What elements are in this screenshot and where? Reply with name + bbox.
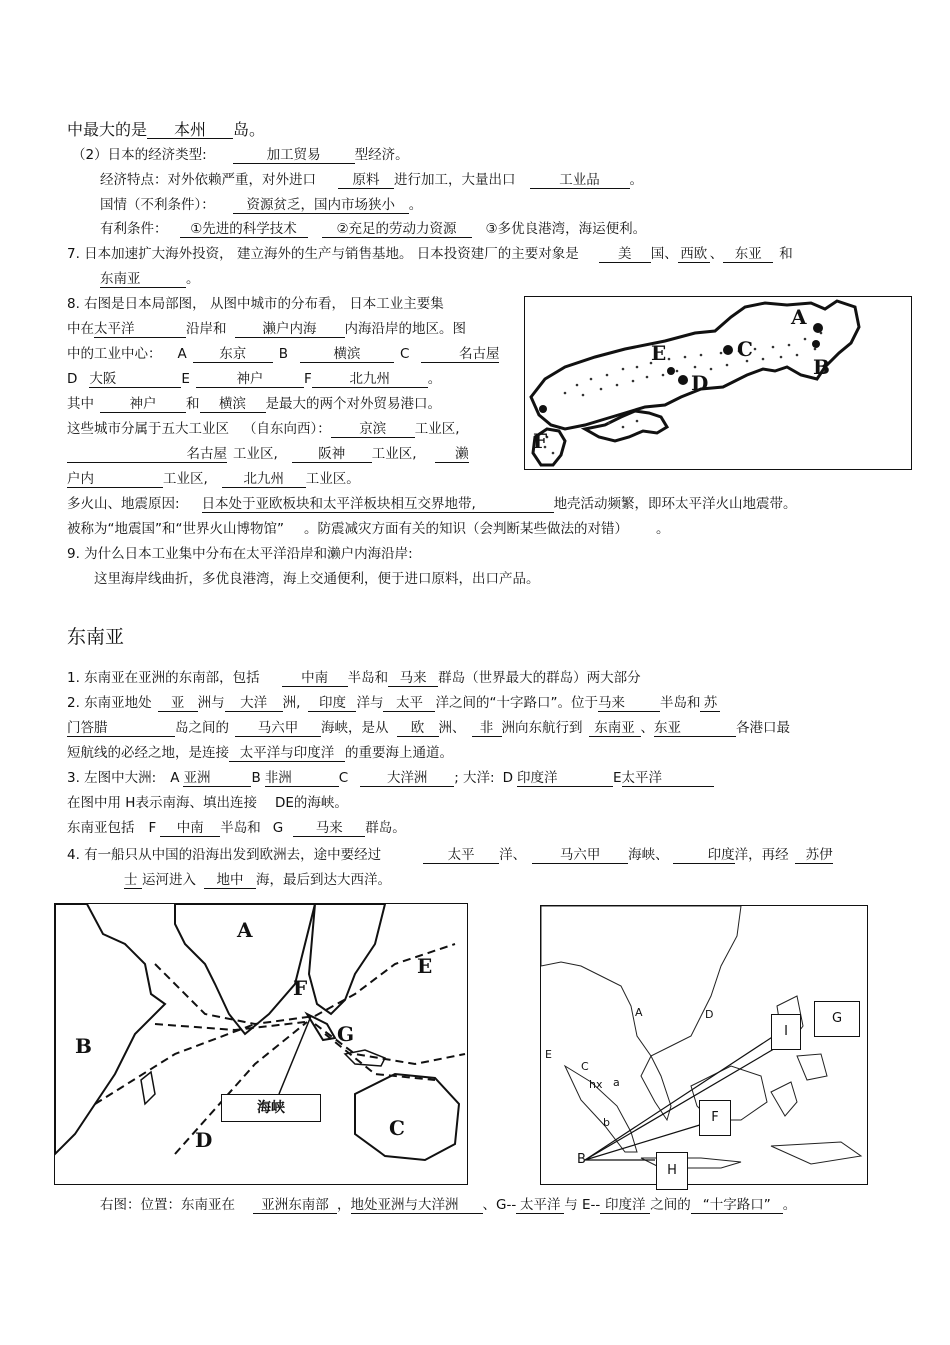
map-label-a: A (791, 305, 807, 329)
left-map-label-d: D (195, 1128, 213, 1152)
sea-question-1: 1. 东南亚在亚洲的东南部，包括 中南 半岛和 马来 群岛（世界最大的群岛）两大部分 (67, 670, 641, 686)
map-label-e: E (651, 341, 667, 365)
q8-row8: 户内 工业区, 北九州 工业区。 (67, 471, 360, 487)
left-map-label-a: A (237, 918, 253, 942)
line-national-condition: 国情（不利条件）： 资源贫乏，国内市场狭小 。 (100, 197, 423, 213)
q8-row7: 名古屋 工业区, 阪神 工业区, 濑 (67, 445, 469, 463)
map-label-d: D (691, 371, 709, 395)
question-7-cont: 东南亚 。 (100, 271, 200, 287)
question-9: 9. 为什么日本工业集中分布在太平洋沿岸和濑户内海沿岸: (67, 546, 413, 562)
city-dot-a (813, 323, 823, 333)
q8-row2: 中在太平洋 沿岸和 濑户内海 内海沿岸的地区。图 (67, 321, 466, 337)
line-advantages: 有利条件： ①先进的科学技术 ②充足的劳动力资源 ③多优良港湾，海运便利。 (100, 221, 647, 237)
q8-row5: 其中 神户 和 横滨 是最大的两个对外贸易港口。 (67, 396, 441, 412)
map-label-f: F (533, 429, 548, 453)
southeast-asia-map (540, 905, 868, 1185)
map-label-c: C (737, 337, 753, 361)
q8-row3: 中的工业中心： A 东京 B 横滨 C 名古屋 (67, 346, 500, 362)
line-economy-type: （2）日本的经济类型: 加工贸易 型经济。 (72, 147, 409, 163)
question-7: 7. 日本加速扩大海外投资， 建立海外的生产与销售基地。 日本投资建厂的主要对象是 美 国、 西欧 、 东亚 和 (67, 246, 793, 262)
strait-label-box: 海峡 (221, 1094, 321, 1122)
q8-row4: D 大阪 E 神户 F 北九州 。 (67, 371, 442, 387)
section-title: 东南亚 (67, 626, 125, 648)
sea-question-2: 2. 东南亚地处 亚 洲与 大洋 洲, 印度 洋与 太平 洋之间的“十字路口”。位于马来 半岛和 苏 (67, 694, 720, 712)
left-map-label-f: F (293, 976, 308, 1000)
line-largest-island: 中最大的是 本州 岛。 (67, 120, 266, 139)
city-dot-c (723, 345, 733, 355)
box-label-i: I (771, 1014, 801, 1050)
japan-map-drawing (525, 297, 911, 469)
box-label-h: H (656, 1152, 688, 1190)
map-label-b: B (813, 355, 830, 379)
q8-row9: 多火山、地震原因: 日本处于亚欧板块和太平洋板块相互交界地带, 地壳活动频繁，即环太平洋火山地震带。 (67, 496, 797, 512)
indian-ocean-map-drawing (55, 904, 467, 1184)
right-map-label-c: C (581, 1060, 589, 1073)
right-map-label-e: E (545, 1048, 552, 1061)
japan-map (524, 296, 912, 470)
q8-row10: 被称为“地震国”和“世界火山博物馆” 。防震减灾方面有关的知识（会判断某些做法的对错） 。 (67, 521, 670, 537)
sea-question-4: 4. 有一船只从中国的沿海出发到欧洲去，途中要经过 太平 洋、 马六甲 海峡、 印度洋，再经 苏伊 (67, 847, 833, 863)
city-dot-f (539, 405, 547, 413)
box-label-f: F (699, 1100, 731, 1136)
q8-row6: 这些城市分属于五大工业区 （自东向西）： 京滨 工业区, (67, 421, 460, 437)
southeast-asia-map-drawing (541, 906, 867, 1184)
line-economy-feature: 经济特点：对外依赖严重，对外进口 原料 进行加工，大量出口 工业品 。 (100, 172, 643, 188)
sea-question-3: 3. 左图中大洲: A 亚洲 B 非洲 C 大洋洲 ; 大洋: D 印度洋 E太平洋 (67, 769, 714, 787)
box-label-g: G (814, 1001, 860, 1037)
right-map-label-d: D (705, 1008, 714, 1021)
left-map-label-c: C (389, 1116, 405, 1140)
sea-question-4-cont: 士 运河进入 地中 海，最后到达大西洋。 (124, 872, 391, 888)
sea-question-2-cont2: 短航线的必经之地，是连接 太平洋与印度洋 的重要海上通道。 (67, 745, 453, 761)
left-map-label-b: B (75, 1034, 92, 1058)
map-caption: 右图：位置：东南亚在 亚洲东南部 ，地处亚洲与大洋洲 、G-- 太平洋 与 E-- 印度洋 之间的 “十字路口” 。 (100, 1197, 797, 1213)
right-map-label-hx: hx (589, 1078, 603, 1091)
left-map-label-g: G (337, 1022, 355, 1046)
sea-question-3-cont2: 东南亚包括 F 中南 半岛和 G 马来 群岛。 (67, 820, 406, 836)
left-map-label-e: E (417, 954, 433, 978)
q8-row1: 8. 右图是日本局部图， 从图中城市的分布看， 日本工业主要集 (67, 296, 444, 312)
sea-question-3-cont: 在图中用 H表示南海、填出连接 DE的海峡。 (67, 795, 348, 811)
right-map-label-b: B (577, 1152, 586, 1167)
sea-question-2-cont: 门答腊 岛之间的 马六甲 海峡，是从 欧 洲、 非 洲向东航行到 东南亚 、东亚 各港口最 (67, 720, 790, 736)
city-dot-d (678, 375, 688, 385)
city-dot-e (667, 367, 675, 375)
right-map-label-a: A (635, 1006, 643, 1019)
right-map-label-b-small: b (603, 1116, 610, 1129)
city-dot-b (812, 340, 820, 348)
indian-ocean-map (54, 903, 468, 1185)
right-map-label-a-small: a (613, 1076, 620, 1089)
question-9-answer: 这里海岸线曲折，多优良港湾，海上交通便利，便于进口原料，出口产品。 (94, 571, 540, 587)
